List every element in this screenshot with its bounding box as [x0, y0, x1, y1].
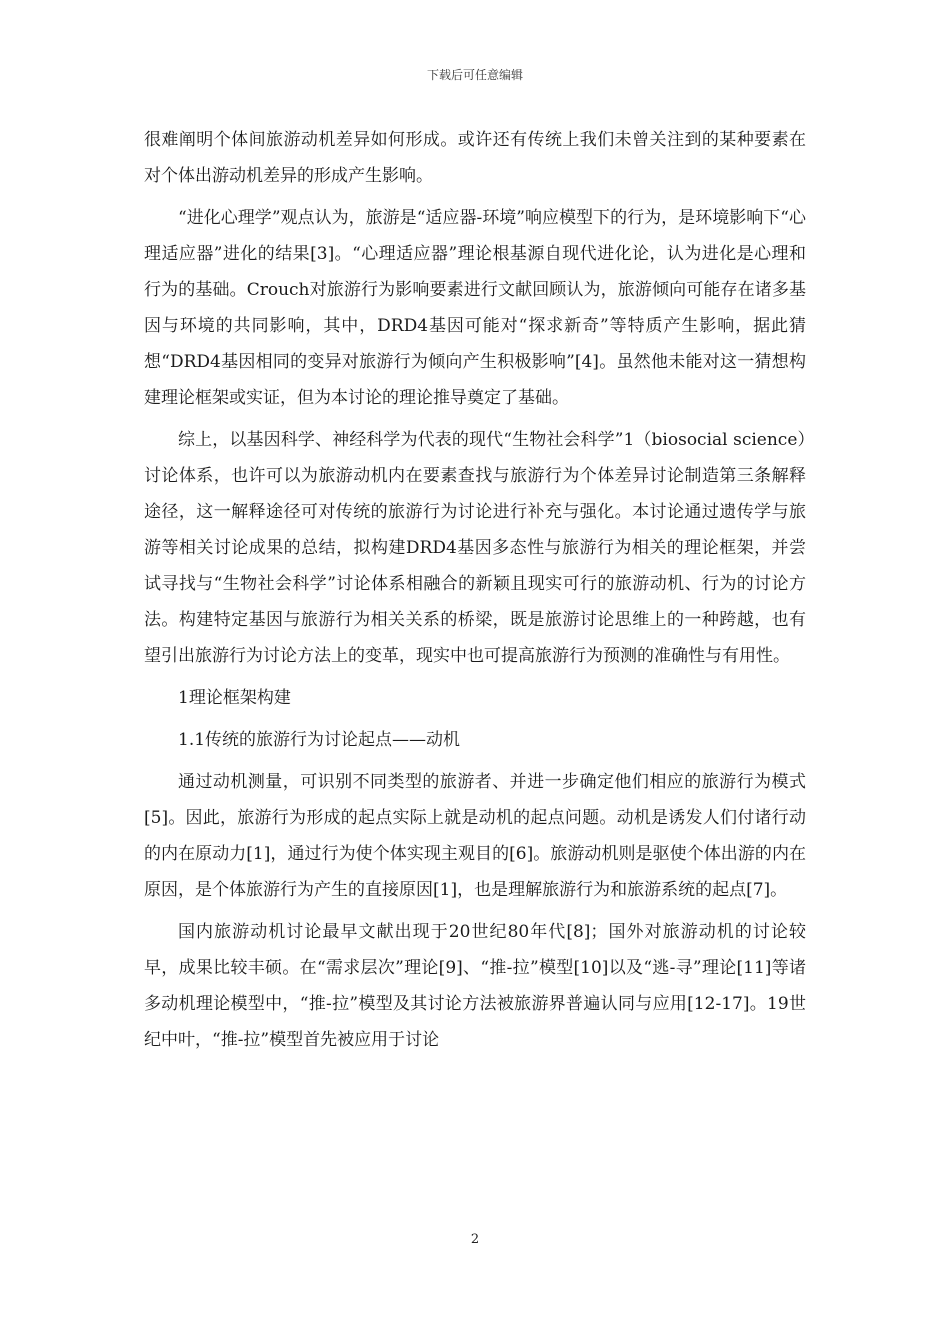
page-number: 2 — [470, 1232, 480, 1247]
paragraph-motivation: 通过动机测量，可识别不同类型的旅游者、并进一步确定他们相应的旅游行为模式[5]。因此，旅游行为形成的起点实际上就是动机的起点问题。动机是诱发人们付诸行动的内在原动力[1]，通过行为使个体实现主观目的[6]。旅游动机则是驱使个体出游的内在原因，是个体旅游行为产生的直接原因[1]，也是理解旅游行为和旅游系统的起点[7]。 — [144, 772, 806, 900]
paragraph-evolutionary-psychology: “进化心理学”观点认为，旅游是“适应器-环境”响应模型下的行为，是环境影响下“心理适应器”进化的结果[3]。“心理适应器”理论根基源自现代进化论，认为进化是心理和行为的基础。Crouch对旅游行为影响要素进行文献回顾认为，旅游倾向可能存在诸多基因与环境的共同影响，其中，DRD4基因可能对“探求新奇”等特质产生影响，据此猜想“DRD4基因相同的变异对旅游行为倾向产生积极影响”[4]。虽然他未能对这一猜想构建理论框架或实证，但为本讨论的理论推导奠定了基础。 — [144, 208, 806, 408]
paragraph-summary: 综上，以基因科学、神经科学为代表的现代“生物社会科学”1（biosocial science）讨论体系，也许可以为旅游动机内在要素查找与旅游行为个体差异讨论制造第三条解释途径，这一解释途径可对传统的旅游行为讨论进行补充与强化。本讨论通过遗传学与旅游等相关讨论成果的总结，拟构建DRD4基因多态性与旅游行为相关的理论框架，并尝试寻找与“生物社会科学”讨论体系相融合的新颖且现实可行的旅游动机、行为的讨论方法。构建特定基因与旅游行为相关关系的桥梁，既是旅游讨论思维上的一种跨越，也有望引出旅游行为讨论方法上的变革，现实中也可提高旅游行为预测的准确性与有用性。 — [144, 430, 806, 666]
section-heading-1-1: 1.1传统的旅游行为讨论起点——动机 — [178, 730, 461, 750]
document-body — [144, 122, 806, 1064]
paragraph-continued: 很难阐明个体间旅游动机差异如何形成。或许还有传统上我们未曾关注到的某种要素在对个体出游动机差异的形成产生影响。 — [144, 130, 806, 186]
page-header: 下载后可任意编辑 — [426, 68, 523, 82]
section-heading-1: 1理论框架构建 — [178, 688, 291, 708]
paragraph-domestic-research: 国内旅游动机讨论最早文献出现于20世纪80年代[8]；国外对旅游动机的讨论较早，成果比较丰硕。在“需求层次”理论[9]、“推-拉”模型[10]以及“逃-寻”理论[11]等诸多动机理论模型中，“推-拉”模型及其讨论方法被旅游界普遍认同与应用[12-17]。19世纪中叶，“推-拉”模型首先被应用于讨论 — [144, 922, 806, 1050]
